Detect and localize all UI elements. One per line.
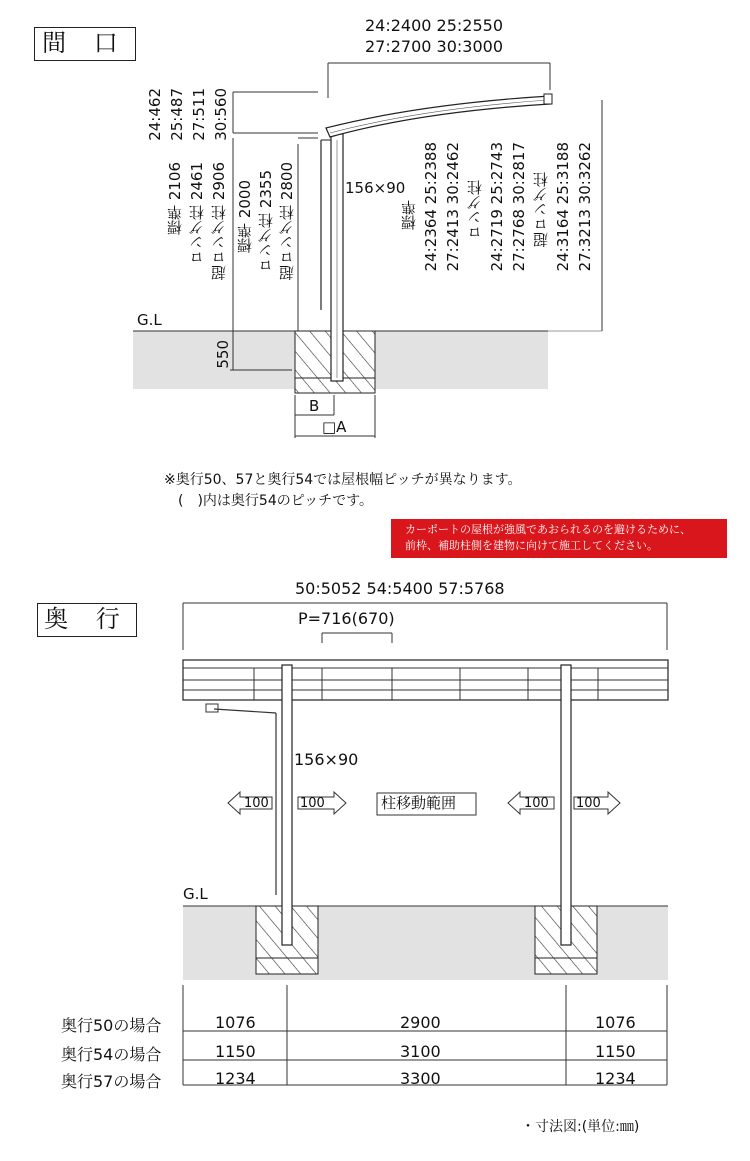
overall-xlong-1: 24:3164 25:3188: [554, 142, 572, 272]
warning-line1: カーポートの屋根が強風であおられるのを避けるために、: [405, 523, 691, 536]
row-50-a: 1076: [215, 1013, 256, 1032]
side-view-title: 奥 行: [37, 603, 137, 637]
label-a: □A: [322, 418, 347, 436]
overall-long-1: 24:2719 25:2743: [488, 142, 506, 272]
front-width-line2: 27:2700 30:3000: [365, 37, 504, 56]
front-post-size: 156×90: [345, 179, 406, 197]
label-b: B: [309, 397, 320, 415]
note-line1: ※奥行50、57と奥行54では屋根幅ピッチが異なります。: [164, 472, 522, 488]
footer-unit-note: ・寸法図:(単位:㎜): [521, 1119, 640, 1135]
front-width-line1: 24:2400 25:2550: [365, 16, 504, 35]
roof-rise-24: 24:462: [146, 88, 164, 141]
warning-line2: 前枠、補助柱側を建物に向けて施工してください。: [405, 539, 658, 552]
front-roof: [326, 96, 550, 137]
overall-standard-label: 標準: [400, 200, 418, 230]
arrow-100-4: 100: [576, 796, 601, 811]
row-54-a: 1150: [215, 1042, 256, 1061]
overall-xlong-2: 27:3213 30:3262: [576, 142, 594, 272]
roof-rise-25: 25:487: [168, 88, 186, 141]
row-57-a: 1234: [215, 1069, 256, 1088]
side-length: 50:5052 54:5400 57:5768: [295, 579, 505, 598]
arrow-100-2: 100: [300, 796, 325, 811]
eave-height-long: ロング柱 2355: [257, 170, 275, 273]
front-gl-label: G.L: [137, 311, 162, 329]
overall-standard-2: 27:2413 30:2462: [444, 142, 462, 272]
overall-standard-1: 24:2364 25:2388: [422, 142, 440, 272]
side-gl-label: G.L: [183, 885, 208, 903]
front-view-title: 間 口: [34, 27, 136, 61]
roof-rise-27: 27:511: [190, 88, 208, 141]
overall-long-2: 27:2768 30:2817: [510, 142, 528, 272]
row-50-label: 奥行50の場合: [61, 1016, 162, 1035]
warning-banner: [391, 519, 727, 558]
row-57-b: 3300: [400, 1069, 441, 1088]
row-54-b: 3100: [400, 1042, 441, 1061]
arrow-100-3: 100: [524, 796, 549, 811]
row-50-b: 2900: [400, 1013, 441, 1032]
side-post-size: 156×90: [294, 750, 359, 769]
foundation-depth: 550: [214, 340, 232, 369]
row-50-c: 1076: [595, 1013, 636, 1032]
overall-xlong-label: 超ロング柱: [532, 172, 550, 247]
arrow-100-1: 100: [244, 796, 269, 811]
overall-long-label: ロング柱: [466, 180, 484, 240]
post-height-standard: 標準 2106: [166, 162, 184, 235]
row-57-label: 奥行57の場合: [61, 1072, 162, 1091]
row-54-c: 1150: [595, 1042, 636, 1061]
row-54-label: 奥行54の場合: [61, 1045, 162, 1064]
post-height-long: ロング柱 2461: [188, 162, 206, 265]
eave-height-standard: 標準 2000: [236, 180, 254, 253]
row-57-c: 1234: [595, 1069, 636, 1088]
eave-height-xlong: 超ロング柱 2800: [278, 162, 296, 280]
roof-rise-30: 30:560: [212, 88, 230, 141]
note-line2: ( )内は奥行54のピッチです。: [178, 493, 374, 509]
post-range-label: 柱移動範囲: [381, 794, 457, 812]
pitch-label: P=716(670): [298, 609, 395, 628]
post-height-xlong: 超ロング柱 2906: [210, 162, 228, 280]
